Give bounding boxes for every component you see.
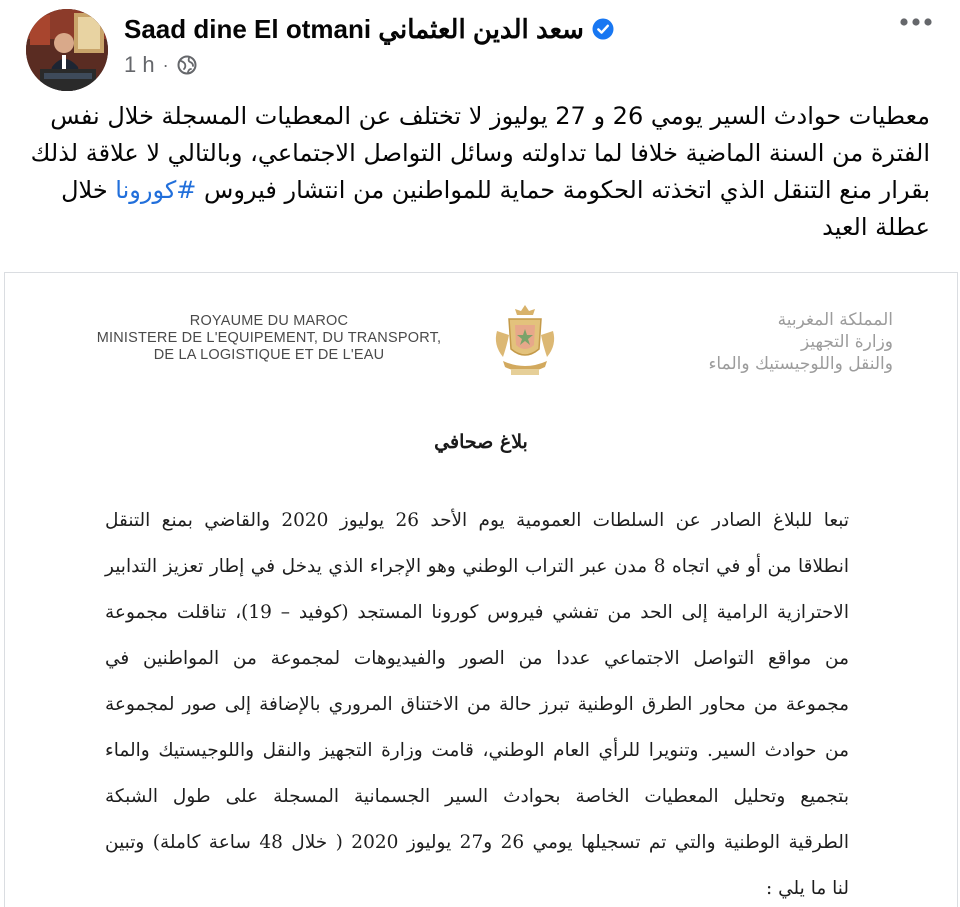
press-release-line: انطلاقا من أو في اتجاه 8 مدن عبر التراب الوطني وهو الإجراء الذي يدخل في إطار تعزيز التدابير: [105, 556, 850, 577]
press-release-line: مجموعة من محاور الطرق الوطنية تبرز حالة من الاختناق المروري بالإضافة إلى صور لمجموعة: [105, 694, 849, 715]
press-release-body: [105, 498, 849, 907]
press-release-line: الطرقية الوطنية والتي تم تسجيلها يومي 26 و27 يوليوز 2020 ( خلال 48 ساعة كاملة) وتبين: [105, 832, 849, 853]
press-release-line: من حوادث السير. وتنويرا للرأي العام الوطني، قامت وزارة التجهيز والنقل واللوجيستيك والماء: [105, 740, 849, 761]
post-text-body: معطيات حوادث السير يومي 26 و 27 يوليوز لا تختلف عن المعطيات المسجلة خلال نفس الفترة من السنة الماضية خلافا لما تداولته وسائل التواصل الاجتماعي، وبالتالي لا علاقة لذلك بقرار منع التنقل الذي اتخذته الحكومة حماية للمواطنين من انتشار فيروس: [30, 102, 930, 204]
letterhead-arabic: [611, 309, 893, 375]
author-avatar[interactable]: [26, 9, 108, 91]
post-image[interactable]: [4, 272, 958, 907]
post-meta: [124, 52, 197, 78]
letterhead-french: [89, 313, 449, 364]
globe-icon[interactable]: [177, 55, 197, 75]
letterhead-fr-line: ROYAUME DU MAROC: [189, 313, 349, 329]
press-release-title: بلاغ صحافي: [434, 431, 528, 453]
avatar-photo: [26, 9, 108, 91]
author-line: [124, 10, 614, 48]
press-release-line: لنا ما يلي :: [766, 878, 849, 899]
post-text-end: خلال عطلة العيد: [61, 176, 930, 241]
meta-separator: ·: [162, 54, 169, 75]
letterhead-ar-line: وزارة التجهيز: [800, 332, 893, 352]
author-name[interactable]: Saad dine El otmani سعد الدين العثماني: [124, 13, 584, 44]
press-release-line: بتجميع وتحليل المعطيات الخاصة بحوادث السير الجسمانية المسجلة على طول الشبكة: [105, 786, 849, 807]
letterhead-fr-line: MINISTERE DE L'EQUIPEMENT, DU TRANSPORT,: [96, 330, 442, 346]
press-release-line: تبعا للبلاغ الصادر عن السلطات العمومية يوم الأحد 26 يوليوز 2020 والقاضي بمنع التنقل: [105, 510, 849, 531]
verified-badge-icon: [592, 18, 614, 40]
post-message: [30, 98, 930, 246]
letterhead-ar-line: والنقل واللوجيستيك والماء: [708, 354, 893, 374]
moroccan-coat-of-arms-icon: [489, 301, 561, 381]
press-release-line: الاحترازية الرامية إلى الحد من تفشي فيروس كورونا المستجد (كوفيد – 19)، تناقلت مجموعة: [105, 602, 849, 623]
post-header: [0, 0, 960, 95]
more-dots-icon: [898, 17, 934, 27]
letterhead-ar-line: المملكة المغربية: [777, 310, 893, 330]
post-timestamp[interactable]: 1 h: [124, 52, 155, 77]
more-options-button[interactable]: [894, 6, 938, 38]
press-release-line: من مواقع التواصل الاجتماعي عددا من الصور والفيديوهات لمجموعة من المواطنين في: [105, 648, 849, 669]
letterhead-fr-line: DE LA LOGISTIQUE ET DE L'EAU: [153, 347, 385, 363]
hashtag-link[interactable]: #كورونا: [115, 176, 197, 204]
